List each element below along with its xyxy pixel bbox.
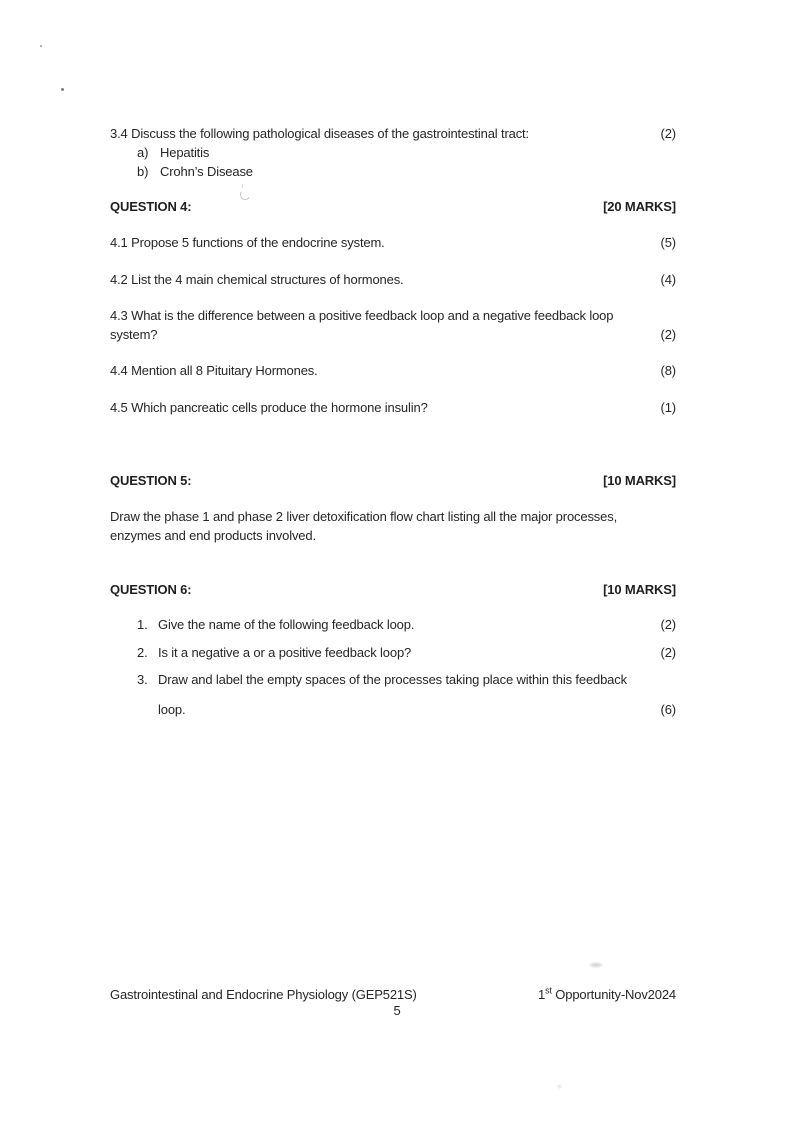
- question-6-item-3-number: 3.: [137, 672, 148, 687]
- page-number: 5: [393, 1003, 401, 1018]
- question-4-3-marks: (2): [660, 327, 676, 342]
- subitem-a-text: Hepatitis: [160, 145, 210, 160]
- question-4-heading: QUESTION 4:: [110, 199, 192, 214]
- question-6-item-3-line1: Draw and label the empty spaces of the processes taking place within this feedback: [158, 672, 627, 687]
- question-5-heading: QUESTION 5:: [110, 473, 192, 488]
- scan-artifact-dot: [558, 1085, 561, 1088]
- question-4-3-line1: 4.3 What is the difference between a positive feedback loop and a negative feedback loop: [110, 308, 614, 323]
- question-6-total-marks: [10 MARKS]: [603, 582, 676, 597]
- question-5-line2: enzymes and end products involved.: [110, 528, 316, 543]
- question-4-4: [110, 361, 676, 380]
- question-3-4-row: [110, 124, 676, 143]
- question-3-4-marks: (2): [660, 126, 676, 141]
- subitem-b-text: Crohn’s Disease: [160, 164, 253, 179]
- question-5-total-marks: [10 MARKS]: [603, 473, 676, 488]
- question-6-heading-row: [110, 580, 676, 599]
- question-6-item-1-number: 1.: [137, 617, 148, 632]
- question-4-1-text: 4.1 Propose 5 functions of the endocrine system.: [110, 235, 385, 250]
- question-6-item-2-text: Is it a negative a or a positive feedback loop?: [158, 645, 412, 660]
- footer-session-superscript: st: [545, 985, 552, 996]
- question-4-heading-row: [110, 197, 676, 216]
- footer: [110, 985, 676, 1004]
- question-6-item-3-line2-row: [158, 700, 676, 719]
- question-4-2-marks: (4): [660, 272, 676, 287]
- question-6-heading: QUESTION 6:: [110, 582, 192, 597]
- subitem-a: [137, 143, 676, 162]
- question-6-item-2-number: 2.: [137, 645, 148, 660]
- question-4-2: [110, 270, 676, 289]
- question-4-5-marks: (1): [660, 400, 676, 415]
- question-4-4-text: 4.4 Mention all 8 Pituitary Hormones.: [110, 363, 318, 378]
- scan-artifact-dot: [40, 45, 42, 47]
- question-6-item-3: [137, 670, 676, 719]
- question-6-item-1-text: Give the name of the following feedback loop.: [158, 617, 415, 632]
- question-6-item-1-marks: (2): [660, 617, 676, 632]
- question-6-item-2: [137, 643, 676, 662]
- question-4-3-line2: system?: [110, 327, 158, 342]
- question-4-total-marks: [20 MARKS]: [603, 199, 676, 214]
- question-5-body: [110, 507, 676, 545]
- scan-artifact-smudge: [590, 963, 602, 967]
- question-3-4-text: 3.4 Discuss the following pathological diseases of the gastrointestinal tract:: [110, 126, 529, 141]
- scan-artifact-dot: [61, 88, 64, 91]
- question-4-2-text: 4.2 List the 4 main chemical structures of hormones.: [110, 272, 404, 287]
- question-4-4-marks: (8): [660, 363, 676, 378]
- question-6-item-2-row: [158, 643, 676, 662]
- subitem-a-label: a): [137, 145, 149, 160]
- question-6-item-3-line2: loop.: [158, 702, 186, 717]
- subitem-b: [137, 162, 676, 181]
- question-3-4: [110, 124, 676, 181]
- question-4-1: [110, 233, 676, 252]
- question-6-item-2-marks: (2): [660, 645, 676, 660]
- question-6-item-3-marks: (6): [660, 702, 676, 717]
- question-4-5-text: 4.5 Which pancreatic cells produce the hormone insulin?: [110, 400, 428, 415]
- question-6-item-1: [137, 615, 676, 634]
- footer-course-title: Gastrointestinal and Endocrine Physiology (GEP521S): [110, 987, 417, 1002]
- question-6-item-3-body: [158, 670, 676, 719]
- footer-session-prefix: 1: [538, 987, 546, 1002]
- footer-session: [538, 985, 676, 1004]
- question-4-3: [110, 306, 676, 344]
- subitem-b-label: b): [137, 164, 149, 179]
- question-4-3-line2-row: [110, 325, 676, 344]
- question-5-line1: Draw the phase 1 and phase 2 liver detoxification flow chart listing all the major processes,: [110, 509, 618, 524]
- question-4-5: [110, 398, 676, 417]
- footer-session-rest: Opportunity-Nov2024: [551, 987, 676, 1002]
- question-6-item-1-row: [158, 615, 676, 634]
- question-3-4-subitems: [110, 143, 676, 181]
- question-5-heading-row: [110, 471, 676, 490]
- question-4-1-marks: (5): [660, 235, 676, 250]
